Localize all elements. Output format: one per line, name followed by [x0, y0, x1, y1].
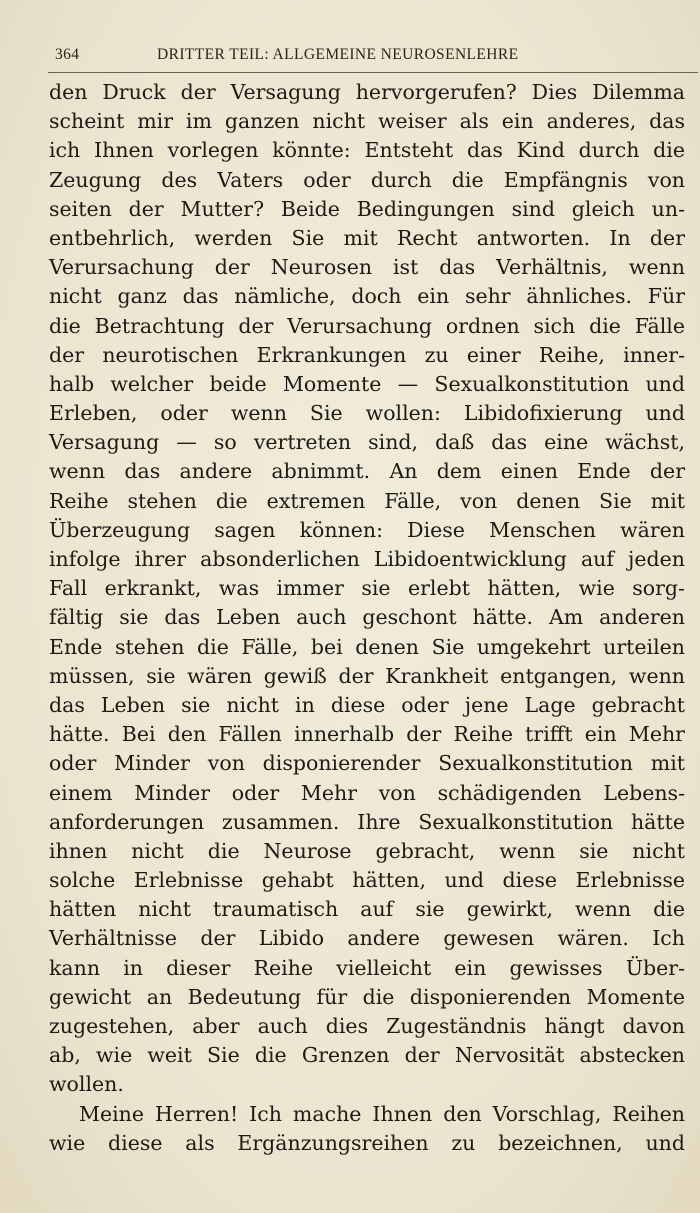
text-line: kann in dieser Reihe vielleicht ein gewisses Über-	[49, 955, 685, 980]
text-line: infolge ihrer absonderlichen Libidoentwicklung auf jeden	[49, 547, 685, 571]
text-line: Erleben, oder wenn Sie wollen: Libidofixierung und	[49, 401, 685, 426]
text-line: Fall erkrankt, was immer sie erlebt hätten, wie sorg-	[49, 576, 685, 601]
page-header	[55, 46, 695, 68]
text-line: solche Erlebnisse gehabt hätten, und diese Erlebnisse	[49, 868, 685, 893]
text-line: zugestehen, aber auch dies Zugeständnis hängt davon	[49, 1014, 685, 1038]
text-line: wenn das andere abnimmt. An dem einen Ende der	[49, 459, 685, 484]
text-line: Zeugung des Vaters oder durch die Empfängnis von	[49, 167, 685, 192]
body-text	[49, 78, 685, 1158]
text-line: oder Minder von disponierender Sexualkonstitution mit	[49, 751, 685, 776]
text-line: die Betrachtung der Verursachung ordnen sich die Fälle	[49, 313, 685, 338]
text-line: hätte. Bei den Fällen innerhalb der Reihe trifft ein Mehr	[49, 722, 685, 747]
text-line: den Druck der Versagung hervorgerufen? Dies Dilemma	[49, 80, 685, 104]
text-line: Verhältnisse der Libido andere gewesen wären. Ich	[49, 926, 685, 951]
text-line: Versagung — so vertreten sind, daß das eine wächst,	[49, 430, 685, 455]
text-line: seiten der Mutter? Beide Bedingungen sind gleich un-	[49, 196, 685, 221]
text-line: gewicht an Bedeutung für die disponierenden Momente	[49, 984, 685, 1009]
text-line: ich Ihnen vorlegen könnte: Entsteht das Kind durch die	[49, 138, 685, 163]
text-line: halb welcher beide Momente — Sexualkonstitution und	[49, 371, 685, 396]
text-line: wie diese als Ergänzungsreihen zu bezeichnen, und	[49, 1130, 685, 1155]
text-line: Verursachung der Neurosen ist das Verhältnis, wenn	[49, 255, 685, 280]
text-line: entbehrlich, werden Sie mit Recht antworten. In der	[49, 225, 685, 250]
text-line: Überzeugung sagen können: Diese Menschen wären	[49, 517, 685, 542]
running-head: DRITTER TEIL: ALLGEMEINE NEUROSENLEHRE	[157, 46, 519, 63]
text-line: scheint mir im ganzen nicht weiser als ein anderes, das	[49, 109, 685, 134]
text-line: das Leben sie nicht in diese oder jene Lage gebracht	[49, 692, 685, 717]
text-line: müssen, sie wären gewiß der Krankheit entgangen, wenn	[49, 663, 685, 688]
text-line: der neurotischen Erkrankungen zu einer Reihe, inner-	[49, 342, 685, 367]
text-line: ihnen nicht die Neurose gebracht, wenn sie nicht	[49, 838, 685, 863]
paragraph-start-line: Meine Herren! Ich mache Ihnen den Vorschlag, Reihen	[79, 1101, 685, 1126]
header-rule	[48, 72, 698, 73]
text-line: ab, wie weit Sie die Grenzen der Nervosität abstecken	[49, 1043, 685, 1068]
text-line: einem Minder oder Mehr von schädigenden Lebens-	[49, 780, 685, 805]
text-line: Ende stehen die Fälle, bei denen Sie umgekehrt urteilen	[49, 634, 685, 659]
text-line: anforderungen zusammen. Ihre Sexualkonstitution hätte	[49, 809, 685, 834]
text-line: hätten nicht traumatisch auf sie gewirkt, wenn die	[49, 897, 685, 922]
text-line: nicht ganz das nämliche, doch ein sehr ähnliches. Für	[49, 284, 685, 309]
page-number: 364	[55, 46, 80, 63]
paragraph-end-line: wollen.	[49, 1072, 124, 1097]
text-line: fältig sie das Leben auch geschont hätte. Am anderen	[49, 605, 685, 630]
text-line: Reihe stehen die extremen Fälle, von denen Sie mit	[49, 488, 685, 513]
